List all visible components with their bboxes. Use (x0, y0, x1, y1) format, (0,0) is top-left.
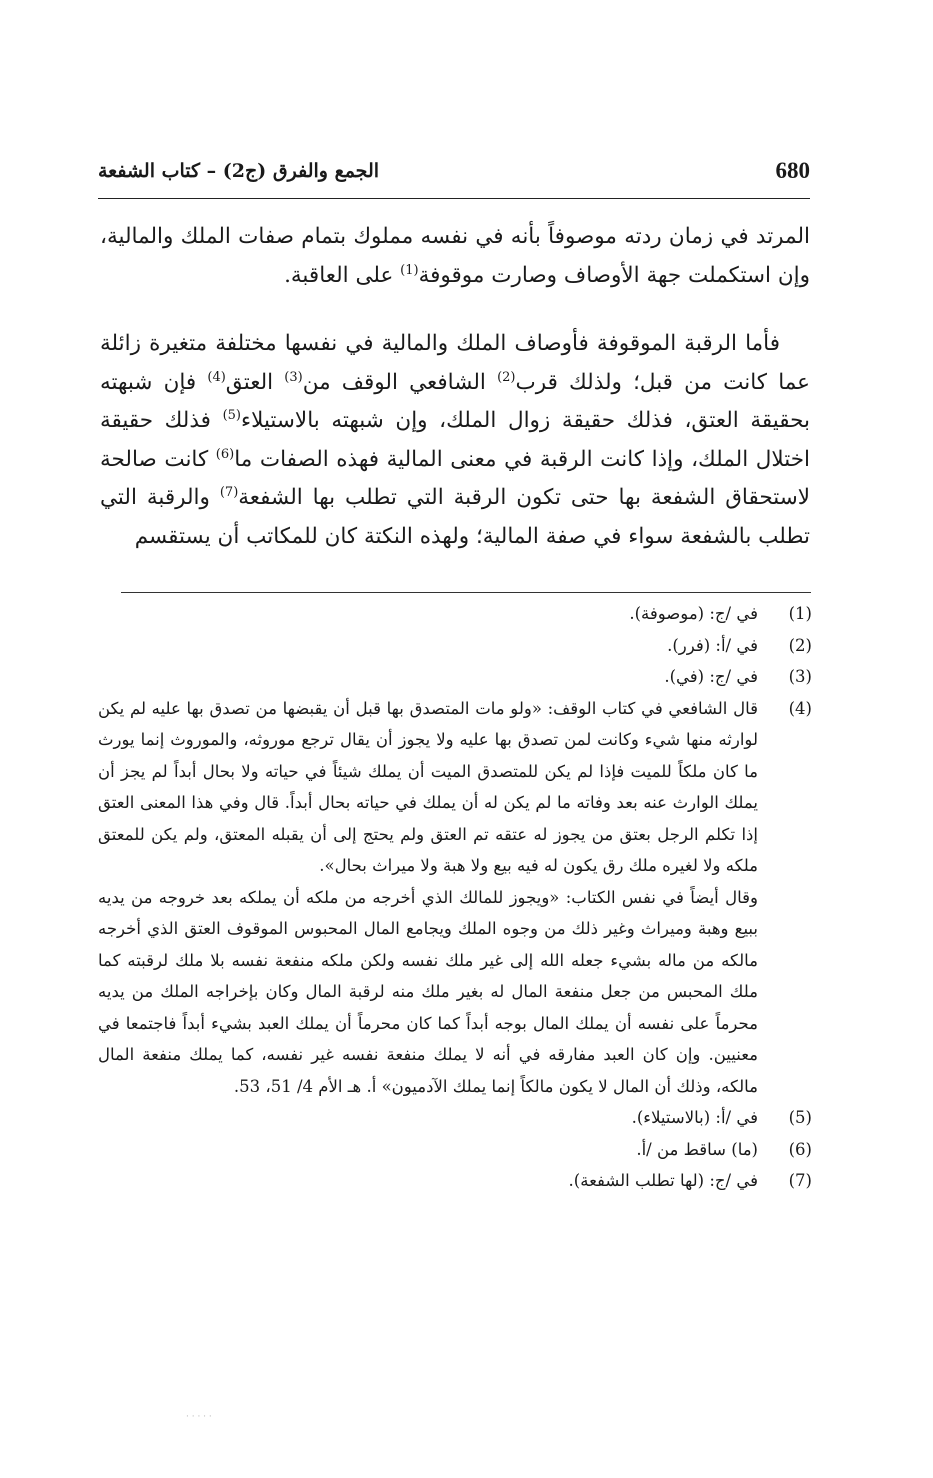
footnote-divider (121, 592, 811, 593)
footnote-ref-6[interactable]: (6) (215, 446, 235, 462)
footnote-ref-4[interactable]: (4) (207, 369, 226, 385)
footnote-text: في /ج: (لها تطلب الشفعة). (568, 1171, 758, 1190)
footnote-3 (98, 661, 812, 693)
footnote-text: في /ج: (موصوفة). (629, 604, 758, 623)
paragraph-2: فأما الرقبة الموقوفة فأوصاف الملك والمالية في نفسها مختلفة متغيرة زائلة عما كانت من قبل؛ ولذلك قرب$^{(2)}$ الشافعي الوقف من$^{(3)}$ العتق$^{(4)}$ فإن شبهته بحقيقة العتق، فذلك حقيقة زوال الملك، وإن شبهته بالاستيلاء$^{(5)}$ فذلك حقيقة اختلال الملك، وإذا كانت الرقبة في معنى المالية فهذه الصفات ما$^{(6)}$ كانت صالحة لاستحقاق الشفعة بها حتى تكون الرقبة التي تطلب بها الشفعة$^{(7)}$ والرقبة التي تطلب بالشفعة سواء في صفة المالية؛ ولهذه النكتة كان للمكاتب أن يستقسم (100, 331, 811, 549)
footnote-text: قال الشافعي في كتاب الوقف: «ولو مات المتصدق بها قبل أن يقبضها من تصدق بها عليه لم يكن لوارثه منها شيء وكانت لمن تصدق بها عليه ولا يجوز أن يقال ترجع موروثه، والموروث إنما يورث ما كان ملكاً للميت فإذا لم يكن للمتصدق الميت أن يملك شيئاً في حياته ولا بحال أبداً لم يجز أن يملك الوارث عنه بعد وفاته ما لم يكن له أن يملك في حياته بحال أبداً. قال وفي هذا المعنى العتق إذا تكلم الرجل بعتق من يجوز له عتقه تم العتق ولم يحتج إلى أن يقبله المعتق، ولم يكن للمعتق ملكه ولا لغيره ملك رق يكون له فيه بيع ولا هبة ولا ميراث بحال». (98, 698, 758, 875)
footnote-4-continuation: وقال أيضاً في نفس الكتاب: «ويجوز للمالك الذي أخرجه من ملكه أن يملكه بعد خروجه من يديه ببيع وهبة وميراث وغير ذلك من وجوه الملك ويجامع المال المحبوس الموقوف العتق الذي أخرجه مالكه من ماله بشيء جعله الله إلى غير ملك نفسه ولكن ملكه منفعة نفسه بلا ملك لرقبته كما ملك المحبس من جعل منفعة المال له بغير ملك منه لرقبة المال وكان بإخراجه الملك من يديه محرماً على نفسه أن يملك المال بوجه أبداً كما كان محرماً أن يملك العبد بشيء أبداً فاجتمعا في معنيين. وإن كان العبد مفارقه في أنه لا يملك منفعة نفسه غير نفسه، كما يملك منفعة المال مالكه، وذلك أن المال لا يكون مالكاً إنما يملك الآدميون» أ. هـ الأم 4/ 51، 53. (98, 887, 758, 1096)
footnote-ref-1[interactable]: (1) (400, 262, 419, 278)
footnote-2 (98, 630, 812, 662)
footnote-7 (98, 1165, 812, 1197)
footnote-text: في /أ: (فرر). (667, 635, 758, 655)
footnote-5 (98, 1102, 812, 1134)
footnotes (98, 598, 812, 1197)
page-header (98, 158, 810, 199)
footnote-number: (5) (788, 1108, 812, 1127)
scan-artifact: · · · · · (186, 1412, 212, 1422)
page-number: 680 (775, 158, 810, 183)
footnote-number: (3) (788, 667, 812, 686)
footnote-text: في /ج: (في). (664, 667, 758, 686)
footnote-number: (2) (788, 635, 812, 655)
footnote-text: (ما) ساقط من /أ. (636, 1139, 758, 1159)
footnote-6 (98, 1134, 812, 1166)
footnote-text: في /أ: (بالاستيلاء). (631, 1108, 758, 1127)
footnote-ref-2[interactable]: (2) (497, 369, 516, 385)
footnote-ref-3[interactable]: (3) (284, 369, 303, 385)
footnote-1 (98, 598, 812, 630)
footnote-ref-5[interactable]: (5) (222, 407, 241, 423)
footnote-number: (6) (788, 1139, 812, 1159)
footnote-number: (4) (788, 698, 812, 718)
footnote-ref-7[interactable]: (7) (219, 484, 239, 500)
footnote-number: (7) (788, 1171, 812, 1190)
paragraph-1: المرتد في زمان ردته موصوفاً بأنه في نفسه مملوك بتمام صفات الملك والمالية، وإن استكملت جهة الأوصاف وصارت موقوفة$^{(1)}$ على العاقبة. (100, 224, 810, 288)
running-title: الجمع والفرق (ج2) – كتاب الشفعة (98, 160, 380, 182)
footnote-4 (98, 693, 812, 882)
footnote-number: (1) (788, 604, 812, 623)
main-text (100, 218, 810, 556)
